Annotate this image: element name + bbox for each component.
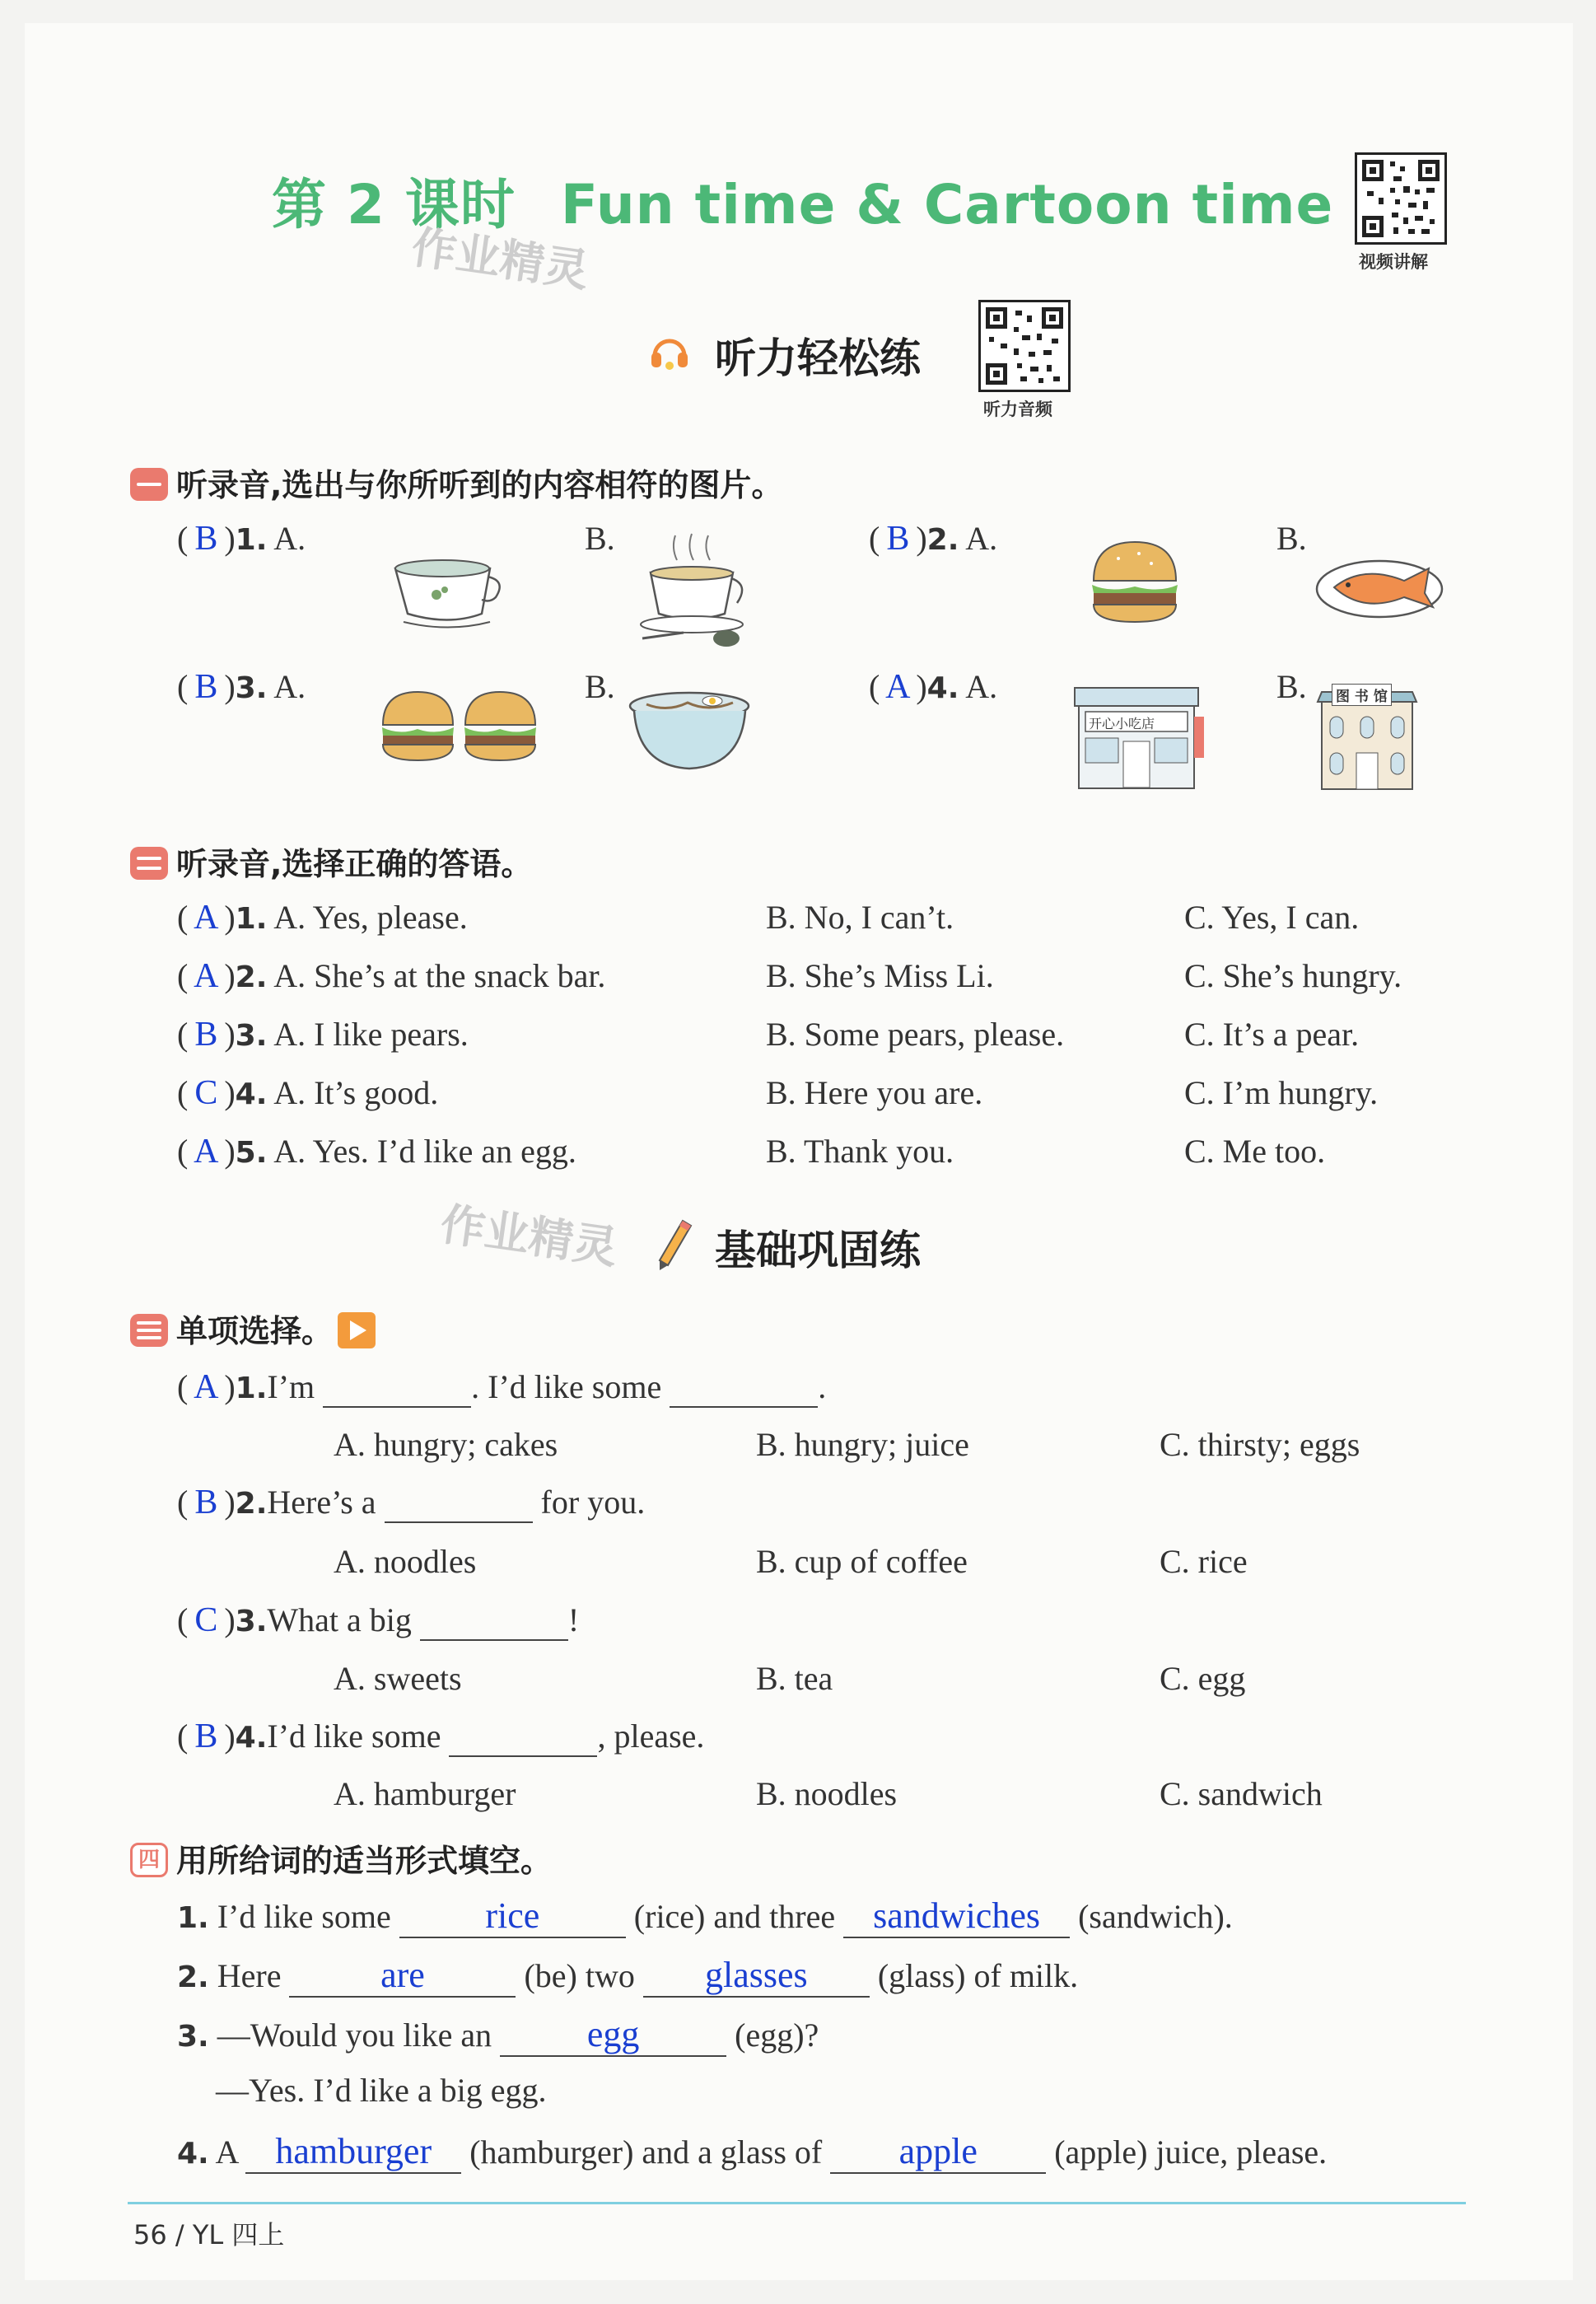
part1-heading: [130, 460, 782, 505]
sentence-text: (egg)?: [735, 2017, 819, 2054]
sentence-text: (apple) juice, please.: [1054, 2133, 1328, 2171]
fill-blank[interactable]: hamburger: [245, 2130, 461, 2174]
question-number: 3.: [235, 671, 268, 705]
option-c: C. thirsty; eggs: [1160, 1426, 1360, 1463]
question-number: 2.: [235, 1487, 268, 1521]
sentence-text: —Would you like an: [217, 2017, 492, 2054]
sentence-text: (hamburger) and a glass of: [469, 2133, 823, 2171]
p1-item-2: ( B )2. A.: [869, 520, 998, 558]
option-b: B. noodles: [756, 1775, 898, 1812]
sentence-text: Here: [217, 1957, 282, 1994]
pencil-icon: [655, 1217, 694, 1276]
option-a-label: A.: [965, 520, 998, 557]
answer-mark: B: [194, 520, 218, 558]
p1-item-4: ( A )4. A.: [869, 668, 998, 706]
option-b-label: B.: [585, 668, 615, 705]
option-c: C. She’s hungry.: [1184, 957, 1402, 994]
footer-divider: [128, 2202, 1466, 2204]
watermark: 作业精灵: [437, 1198, 621, 1274]
p4-item-3: [177, 2013, 819, 2057]
watermark: 作业精灵: [408, 221, 592, 297]
answer-blank: [670, 1367, 818, 1408]
fill-blank[interactable]: egg: [500, 2013, 726, 2057]
question-number: 1.: [235, 523, 268, 557]
option-c: C. Yes, I can.: [1184, 899, 1360, 936]
answer-blank: [385, 1483, 533, 1523]
part2-heading-text: 听录音,选择正确的答语。: [176, 846, 533, 882]
answer-mark: A: [194, 1133, 219, 1171]
part2-heading: [130, 839, 532, 884]
option-b: B. Here you are.: [766, 1074, 983, 1111]
stem-text: . I’d like some: [471, 1368, 662, 1405]
p2-item-1: ( A )1. A. Yes, please.: [177, 899, 468, 937]
sentence-text: (be) two: [524, 1957, 635, 1994]
answer-mark: A: [885, 668, 911, 706]
library-sign: 图 书 馆: [1332, 684, 1392, 706]
sentence-text: (sandwich).: [1078, 1898, 1233, 1935]
option-c: C. I’m hungry.: [1184, 1074, 1379, 1111]
sentence-text: (rice) and three: [633, 1898, 836, 1935]
library-icon: [1314, 684, 1421, 791]
question-number: 5.: [235, 1136, 268, 1170]
part2-badge: [130, 847, 168, 880]
p3-item-3: ( C )3.What a big !: [177, 1601, 580, 1639]
p3-item-2: ( B )2.Here’s a for you.: [177, 1484, 646, 1521]
answer-blank: [449, 1717, 597, 1757]
answer-mark: C: [194, 1601, 218, 1639]
fill-blank[interactable]: rice: [399, 1895, 626, 1938]
option-a: A. Yes, please.: [273, 899, 468, 936]
page-footer: 56 / YL 四上: [133, 2219, 285, 2250]
part3-badge: [130, 1314, 168, 1347]
p2-item-5: ( A )5. A. Yes. I’d like an egg.: [177, 1133, 576, 1171]
reply-sentence: —Yes. I’d like a big egg.: [216, 2072, 547, 2109]
stem-text: , please.: [597, 1717, 705, 1755]
lesson-number: 第 2 课时: [272, 173, 516, 236]
question-number: 3.: [177, 2020, 209, 2054]
option-b: B. She’s Miss Li.: [766, 957, 994, 994]
hamburger-icon: [1085, 535, 1184, 634]
sentence-text: I’d like some: [217, 1898, 391, 1935]
option-a: A. hamburger: [334, 1775, 516, 1812]
stem-text: !: [567, 1601, 580, 1638]
section-listening-title: 听力轻松练: [715, 334, 921, 382]
qr-code-video[interactable]: [1355, 152, 1447, 245]
fill-blank[interactable]: sandwiches: [843, 1895, 1070, 1938]
p2-item-3: ( B )3. A. I like pears.: [177, 1016, 469, 1054]
option-a: A. hungry; cakes: [334, 1426, 558, 1463]
p3-item-1: ( A )1.I’m . I’d like some .: [177, 1368, 827, 1406]
option-b: B. tea: [756, 1660, 833, 1697]
play-video-icon[interactable]: [338, 1312, 376, 1348]
question-number: 4.: [177, 2137, 209, 2171]
option-b: B. Thank you.: [766, 1133, 954, 1170]
answer-mark: B: [194, 668, 218, 706]
fill-blank[interactable]: glasses: [643, 1954, 870, 1998]
option-a-label: A.: [273, 520, 306, 557]
option-b: B. cup of coffee: [756, 1543, 968, 1580]
headphones-icon: [646, 328, 693, 378]
answer-mark: A: [194, 1368, 219, 1406]
section-basic-title: 基础巩固练: [715, 1227, 921, 1274]
option-b: B. No, I can’t.: [766, 899, 954, 936]
option-c: C. Me too.: [1184, 1133, 1326, 1170]
question-number: 2.: [235, 960, 268, 994]
option-b: B. Some pears, please.: [766, 1016, 1065, 1053]
cup-of-tea-icon: [387, 544, 511, 638]
part1-heading-text: 听录音,选出与你所听到的内容相符的图片。: [176, 467, 783, 503]
fill-blank[interactable]: apple: [830, 2130, 1046, 2174]
p4-item-4: [177, 2130, 1327, 2174]
answer-blank: [323, 1367, 471, 1408]
question-number: 3.: [235, 1605, 268, 1638]
p4-item-2: [177, 1954, 1078, 1998]
option-c: C. It’s a pear.: [1184, 1016, 1360, 1053]
option-c: C. sandwich: [1160, 1775, 1323, 1812]
snack-bar-icon: [1071, 684, 1206, 791]
part4-heading-text: 用所给词的适当形式填空。: [176, 1843, 553, 1879]
answer-blank: [420, 1601, 568, 1641]
answer-mark: B: [194, 1717, 218, 1755]
question-number: 2.: [177, 1961, 209, 1994]
qr-code-icon: [981, 302, 1068, 390]
option-a: A. sweets: [334, 1660, 462, 1697]
stem-text: for you.: [540, 1484, 646, 1521]
qr-audio-caption: 听力音频: [983, 400, 1052, 419]
option-a-label: A.: [273, 668, 306, 705]
qr-code-audio[interactable]: [978, 300, 1071, 392]
stem-text: I’d like some: [267, 1717, 441, 1755]
option-a-label: A.: [965, 668, 998, 705]
stem-text: I’m: [267, 1368, 315, 1405]
answer-mark: B: [886, 520, 910, 558]
two-hamburgers-icon: [379, 688, 539, 770]
answer-mark: B: [194, 1484, 218, 1521]
lesson-title: Fun time & Cartoon time: [560, 173, 1334, 236]
p1-item-3: ( B )3. A.: [177, 668, 306, 706]
option-a: A. It’s good.: [273, 1074, 439, 1111]
question-number: 4.: [235, 1721, 268, 1755]
answer-mark: C: [194, 1074, 218, 1112]
question-number: 4.: [235, 1077, 268, 1111]
noodles-bowl-icon: [626, 688, 754, 778]
question-number: 1.: [235, 902, 268, 936]
question-number: 2.: [926, 523, 959, 557]
snack-bar-sign: 开心小吃店: [1089, 716, 1155, 731]
option-c: C. rice: [1160, 1543, 1248, 1580]
option-b-label: B.: [585, 520, 615, 557]
question-number: 4.: [926, 671, 959, 705]
cup-of-coffee-icon: [626, 527, 758, 655]
part3-heading: [130, 1306, 376, 1352]
part3-heading-text: 单项选择。: [176, 1313, 334, 1349]
p1-item-1: ( B )1. A.: [177, 520, 306, 558]
sentence-text: A: [215, 2133, 238, 2171]
sentence-text: (glass) of milk.: [877, 1957, 1079, 1994]
p2-item-2: ( A )2. A. She’s at the snack bar.: [177, 957, 606, 995]
part4-heading: [130, 1835, 552, 1881]
question-number: 1.: [177, 1901, 209, 1935]
part4-badge: 四: [130, 1843, 168, 1877]
option-a: A. noodles: [334, 1543, 477, 1580]
p2-item-4: ( C )4. A. It’s good.: [177, 1074, 439, 1112]
option-b-label: B.: [1276, 668, 1307, 705]
option-a: A. I like pears.: [273, 1016, 469, 1053]
fill-blank[interactable]: are: [289, 1954, 516, 1998]
question-number: 1.: [235, 1372, 268, 1405]
option-a: A. Yes. I’d like an egg.: [273, 1133, 576, 1170]
qr-video-caption: 视频讲解: [1359, 252, 1428, 272]
option-b-label: B.: [1276, 520, 1307, 557]
answer-mark: A: [194, 899, 219, 937]
answer-mark: B: [194, 1016, 218, 1054]
fish-plate-icon: [1314, 548, 1445, 626]
option-c: C. egg: [1160, 1660, 1246, 1697]
question-number: 3.: [235, 1019, 268, 1053]
part1-badge: [130, 468, 168, 501]
p3-item-4: ( B )4.I’d like some , please.: [177, 1717, 705, 1755]
answer-mark: A: [194, 957, 219, 995]
option-b: B. hungry; juice: [756, 1426, 969, 1463]
stem-text: .: [818, 1368, 827, 1405]
stem-text: Here’s a: [267, 1484, 376, 1521]
p4-item-1: [177, 1895, 1233, 1938]
stem-text: What a big: [267, 1601, 412, 1638]
qr-code-icon: [1357, 155, 1444, 242]
option-a: A. She’s at the snack bar.: [273, 957, 606, 994]
